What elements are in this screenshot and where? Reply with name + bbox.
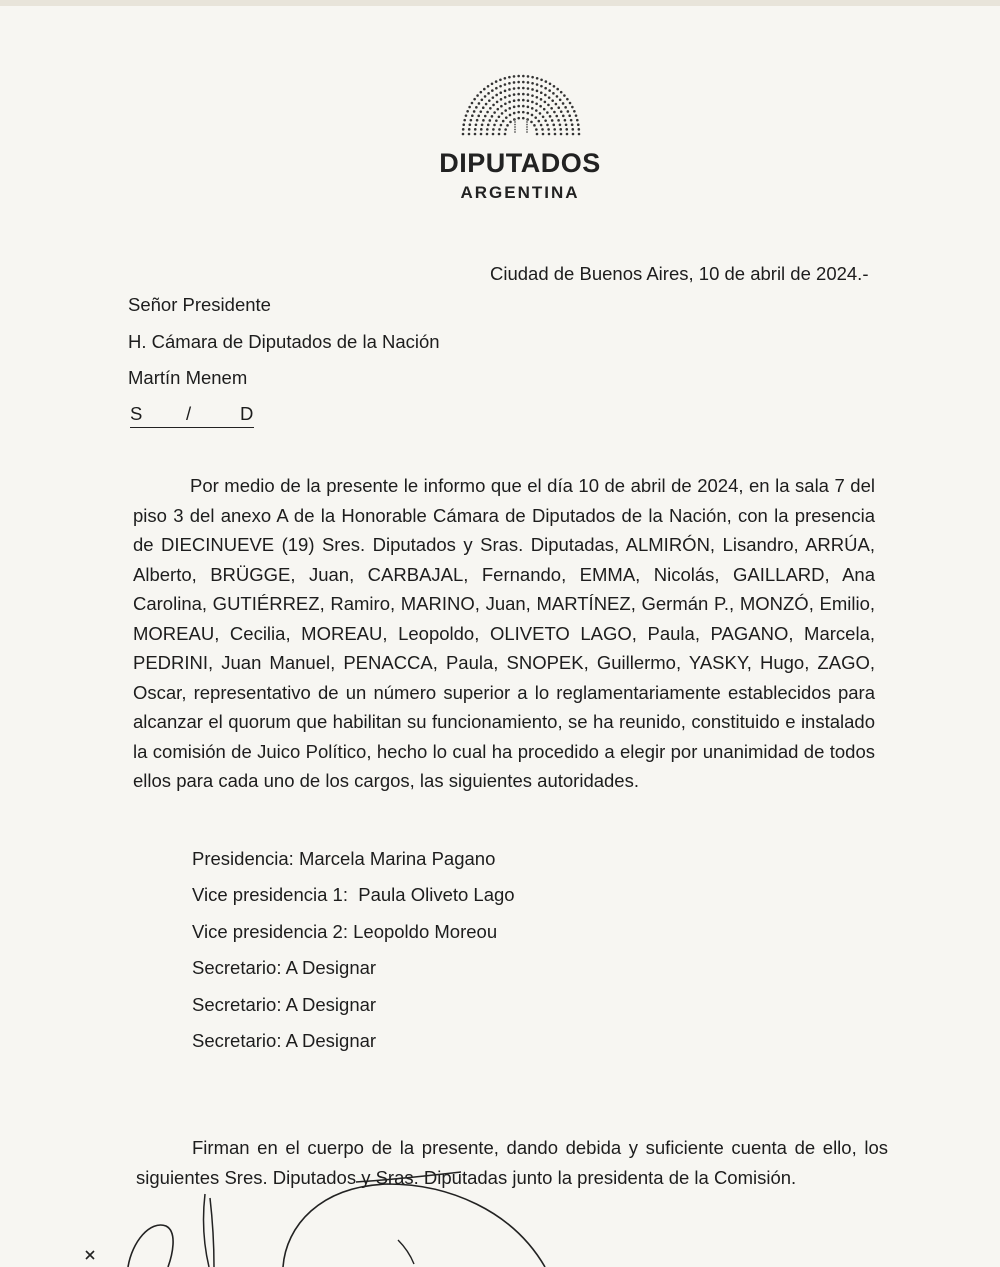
authority-secretario-2: Secretario: A Designar	[192, 994, 377, 1015]
authority-vice-2: Vice presidencia 2: Leopoldo Moreou	[192, 921, 498, 942]
authority-secretario-3: Secretario: A Designar	[192, 1030, 377, 1051]
chamber-hemicycle-logo	[456, 70, 586, 140]
page-edge	[0, 0, 1000, 6]
sd-d: D	[240, 403, 254, 424]
date-line: Ciudad de Buenos Aires, 10 de abril de 2024.-	[490, 263, 869, 284]
sd-slash: /	[186, 403, 192, 424]
handwritten-signatures	[0, 1180, 1000, 1267]
authority-presidencia: Presidencia: Marcela Marina Pagano	[192, 848, 496, 869]
recipient-title: Señor Presidente	[128, 294, 271, 315]
sd-s: S	[130, 403, 143, 424]
body-paragraph: Por medio de la presente le informo que el día 10 de abril de 2024, en la sala 7 del piso 3 del anexo A de la Honorable Cámara de Diputados de la Nación, con la presencia de DIECINUEVE (19) Sres. Diputados y Sras. Diputadas, ALMIRÓN, Lisandro, ARRÚA, Alberto, BRÜGGE, Juan, CARBAJAL, Fernando, EMMA, Nicolás, GAILLARD, Ana Carolina, GUTIÉRREZ, Ramiro, MARINO, Juan, MARTÍNEZ, Germán P., MONZÓ, Emilio, MOREAU, Cecilia, MOREAU, Leopoldo, OLIVETO LAGO, Paula, PAGANO, Marcela, PEDRINI, Juan Manuel, PENACCA, Paula, SNOPEK, Guillermo, YASKY, Hugo, ZAGO, Oscar, representativo de un número superior a lo reglamentariamente establecidos para alcanzar el quorum que habilitan su funcionamiento, se ha reunido, constituido e instalado la comisión de Juico Político, hecho lo cual ha procedido a elegir por unanimidad de todos ellos para cada uno de los cargos, las siguientes autoridades.	[133, 475, 875, 791]
organization-name: DIPUTADOS	[439, 148, 601, 178]
su-despacho-line	[130, 403, 254, 428]
recipient-name: Martín Menem	[128, 367, 248, 388]
closing-paragraph: Firman en el cuerpo de la presente, dando debida y suficiente cuenta de ello, los siguientes Sres. Diputados y Sras. Diputadas junto la presidenta de la Comisión.	[136, 1137, 888, 1188]
authority-vice-1: Vice presidencia 1: Paula Oliveto Lago	[192, 884, 515, 905]
recipient-institution: H. Cámara de Diputados de la Nación	[128, 331, 440, 352]
authority-secretario-1: Secretario: A Designar	[192, 957, 377, 978]
strikethrough-mark	[356, 1170, 466, 1186]
organization-country: ARGENTINA	[460, 183, 580, 202]
